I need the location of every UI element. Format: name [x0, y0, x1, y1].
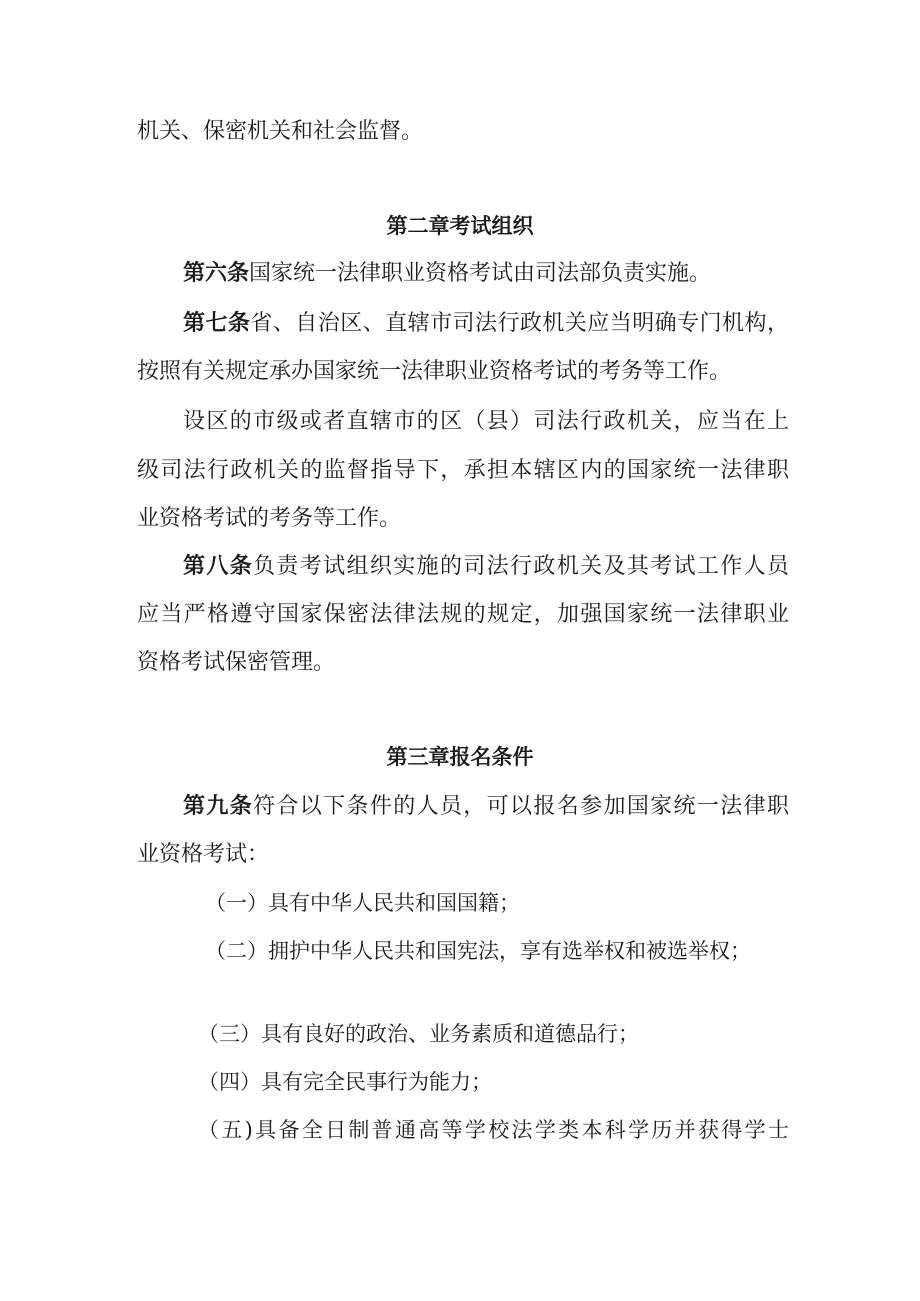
article-7-para2-line-3: 业资格考试的考务等工作。 — [137, 506, 402, 531]
article-8-line-2: 应当严格遵守国家保密法律法规的规定，加强国家统一法律职业 — [137, 602, 789, 627]
chapter-3-heading: 第三章报名条件 — [386, 745, 534, 769]
article-8-text-1: 负责考试组织实施的司法行政机关及其考试工作人员 — [253, 554, 789, 579]
article-7-para2-line-1: 设区的市级或者直辖市的区（县）司法行政机关，应当在上 — [183, 409, 789, 434]
chapter-2-heading: 第二章考试组织 — [386, 214, 534, 238]
article-9-text-1: 符合以下条件的人员，可以报名参加国家统一法律职 — [253, 794, 789, 819]
article-8-line-1 — [183, 551, 789, 583]
article-7-line-1 — [183, 308, 789, 340]
article-7-line-2: 按照有关规定承办国家统一法律职业资格考试的考务等工作。 — [137, 359, 732, 384]
article-8-number: 第八条 — [183, 554, 254, 579]
article-6-number: 第六条 — [183, 261, 250, 286]
article-6 — [183, 258, 789, 290]
article-7-number: 第七条 — [183, 311, 251, 336]
condition-item-1: （一）具有中华人民共和国国籍； — [205, 891, 520, 915]
article-9-number: 第九条 — [183, 794, 254, 819]
article-6-text: 国家统一法律职业资格考试由司法部负责实施。 — [249, 261, 712, 286]
article-8-line-3: 资格考试保密管理。 — [137, 650, 336, 675]
article-7-text-1: 省、自治区、直辖市司法行政机关应当明确专门机构， — [250, 311, 789, 336]
article-7-para2-line-2: 级司法行政机关的监督指导下，承担本辖区内的国家统一法律职 — [137, 458, 789, 483]
condition-item-2: （二）拥护中华人民共和国宪法，享有选举权和被选举权； — [205, 939, 751, 963]
condition-item-4: （四）具有完全民事行为能力； — [198, 1070, 492, 1094]
article-9-line-2: 业资格考试： — [137, 842, 270, 867]
preamble-tail: 机关、保密机关和社会监督。 — [137, 119, 424, 144]
article-9-line-1 — [183, 791, 789, 823]
condition-item-3: （三）具有良好的政治、业务素质和道德品行； — [198, 1022, 639, 1046]
condition-item-5: （五)具备全日制普通高等学校法学类本科学历并获得学士 — [198, 1118, 789, 1142]
